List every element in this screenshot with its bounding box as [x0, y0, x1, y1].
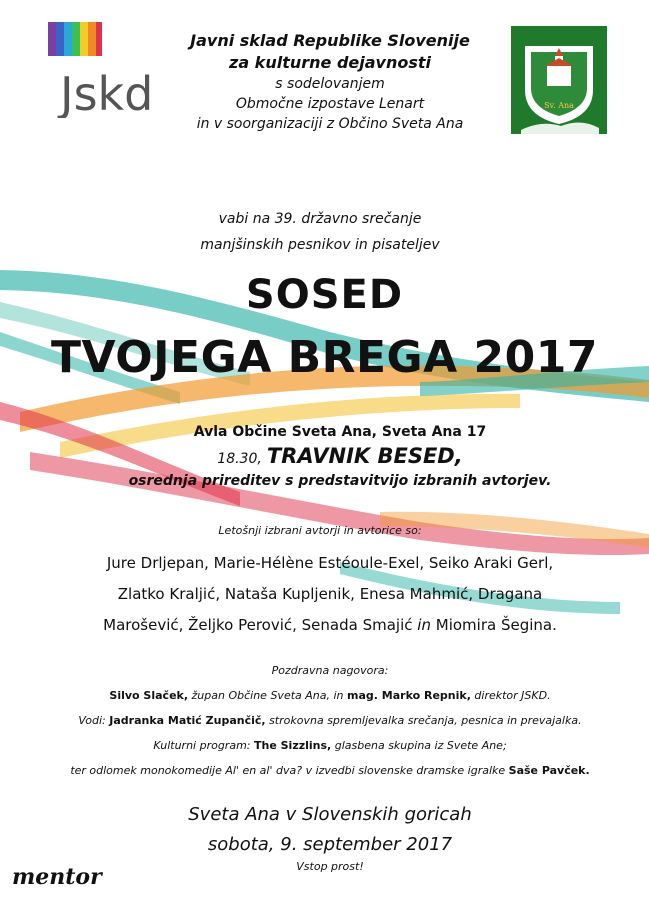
actress-name: Saše Pavček. — [508, 764, 590, 777]
org-name-line2: za kulturne dejavnosti — [229, 53, 431, 72]
branch-line: Območne izpostave Lenart — [235, 96, 425, 112]
program-details — [70, 658, 590, 783]
event-name: TRAVNIK BESED, — [266, 444, 463, 468]
speaker1-role: župan Občine Sveta Ana, — [191, 689, 330, 702]
greetings-speakers — [70, 683, 590, 708]
host-line — [70, 708, 590, 733]
coorganizer-line: in v soorganizaciji z Občino Sveta Ana — [196, 116, 464, 132]
authors-intro: Letošnji izbrani avtorji in avtorice so: — [218, 524, 422, 537]
date: sobota, 9. september 2017 — [207, 834, 453, 855]
program-line — [70, 733, 590, 758]
mentor-logo-text: mentor — [12, 864, 102, 890]
mentor-logo-mark — [12, 862, 122, 892]
monocomedy-text: ter odlomek monokomedije Al' en al' dva? v izvedbi slovenske dramske igralke — [70, 764, 506, 777]
mentor-logo — [12, 862, 122, 892]
extra-line — [70, 758, 590, 783]
authors-line3-in: in — [417, 616, 431, 634]
jskd-logo-text: Jskd — [60, 67, 154, 118]
speaker1-name: Silvo Slaček, — [109, 689, 189, 702]
crest-label: Sv. Ana — [544, 101, 574, 110]
organizer-block — [165, 30, 495, 134]
speaker2-name: mag. Marko Repnik, — [347, 689, 471, 702]
org-name-line1: Javni sklad Republike Slovenije — [190, 31, 470, 50]
collab-line: s sodelovanjem — [275, 76, 385, 92]
authors-list — [70, 548, 590, 641]
jskd-logo-mark — [46, 18, 176, 118]
band-name: The Sizzlins, — [254, 739, 332, 752]
free-entry: Vstop prost! — [296, 860, 364, 873]
jskd-logo — [46, 18, 176, 118]
event-time: 18.30, — [217, 451, 262, 467]
greetings-heading: Pozdravna nagovora: — [271, 664, 389, 677]
host-name: Jadranka Matić Zupančič, — [109, 714, 266, 727]
authors-line3-a: Marošević, Željko Perović, Senada Smajić — [103, 616, 413, 634]
venue: Avla Občine Sveta Ana, Sveta Ana 17 — [193, 424, 487, 440]
host-label: Vodi: — [78, 714, 106, 727]
program-label: Kulturni program: — [153, 739, 251, 752]
place: Sveta Ana v Slovenskih goricah — [188, 804, 472, 825]
invitation-line1: vabi na 39. državno srečanje — [218, 211, 422, 227]
authors-line3 — [70, 610, 590, 641]
place-date — [100, 800, 560, 860]
host-role: strokovna spremljevalka srečanja, pesnica in prevajalka. — [269, 714, 582, 727]
invitation-text — [150, 206, 490, 258]
authors-line3-b: Miomira Šegina. — [435, 616, 557, 634]
authors-line2: Zlatko Kraljić, Nataša Kupljenik, Enesa Mahmić, Dragana — [117, 585, 543, 603]
speaker2-role: direktor JSKD. — [474, 689, 551, 702]
event-description: osrednja prireditev s predstavitvijo izbranih avtorjev. — [128, 473, 552, 489]
event-line — [120, 444, 560, 468]
title-line2: TVOJEGA BREGA 2017 — [50, 332, 599, 383]
title-line1: SOSED — [245, 272, 404, 318]
invitation-line2: manjšinskih pesnikov in pisateljev — [200, 237, 440, 253]
authors-line1: Jure Drljepan, Marie-Hélène Estéoule-Exel, Seiko Araki Gerl, — [106, 554, 554, 572]
sveta-ana-crest — [511, 26, 607, 134]
crest-emblem — [511, 26, 607, 134]
band-description: glasbena skupina iz Svete Ane; — [334, 739, 507, 752]
speakers-and: in — [333, 689, 344, 702]
